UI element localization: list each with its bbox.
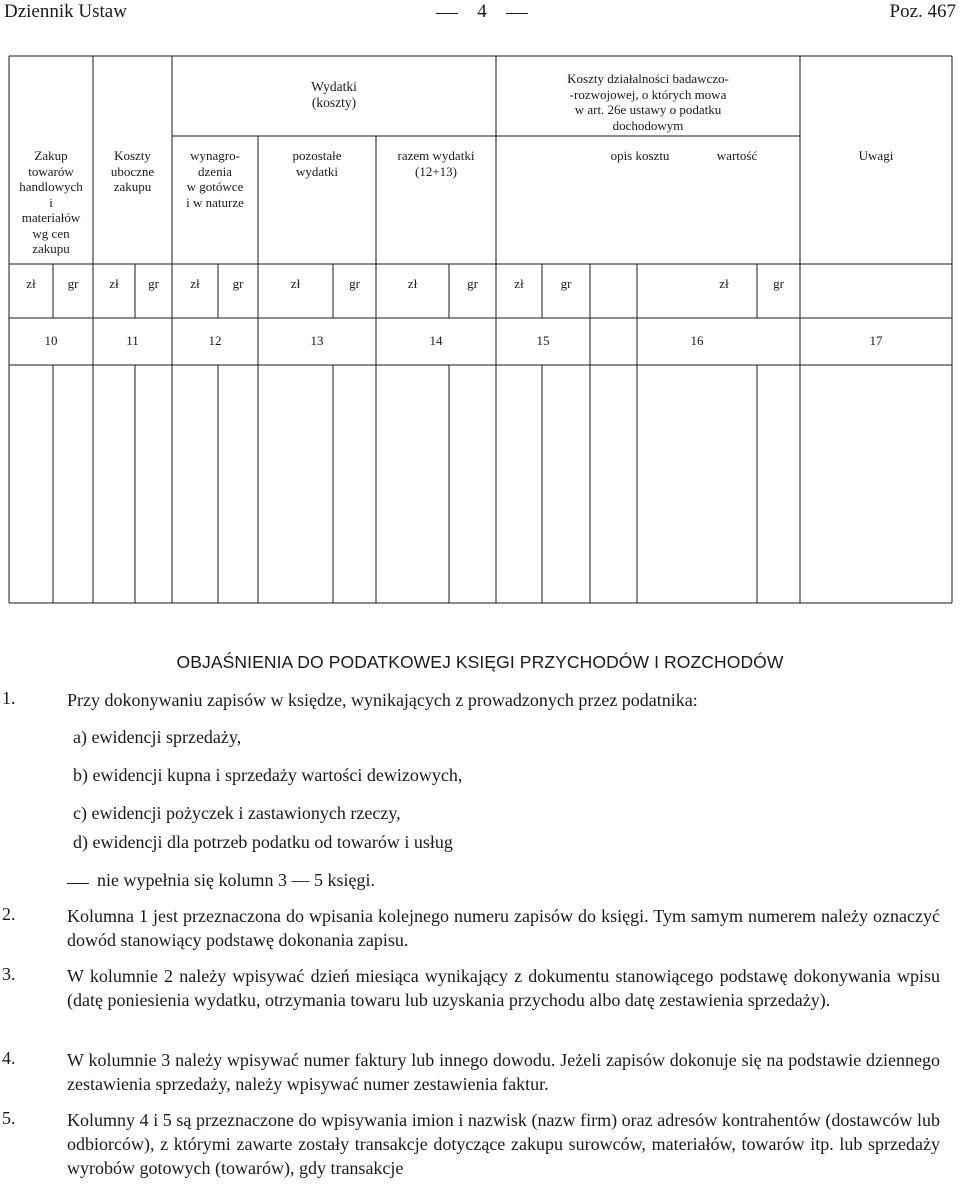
paragraph-text: Kolumna 1 jest przeznaczona do wpisania kolejnego numeru zapisów do księgi. Tym samym numerem należy oznaczyć dowód stanowiący podstawę dokonania zapisu. <box>67 906 940 950</box>
column-number: 12 <box>208 333 222 348</box>
unit-label-gr: gr <box>232 276 244 291</box>
unit-label-gr: gr <box>349 276 360 291</box>
paragraph-text: Kolumny 4 i 5 są przeznaczone do wpisywania imion i nazwisk (nazw firm) oraz adresów kontrahentów (dostawców lub odbiorców), z którymi zawarte zostały transakcje dotyczące zakupu surowców, materiałów, towarów itp. lub sprzedaży wyrobów gotowych (towarów), gdy transakcje <box>67 1110 940 1178</box>
list-item: b) ewidencji kupna i sprzedaży wartości dewizowych, <box>73 765 463 785</box>
paragraph-number: 3. <box>2 964 16 984</box>
list-item: c) ewidencji pożyczek i zastawionych rzeczy, <box>73 803 401 823</box>
column-header-remarks: Uwagi <box>858 148 894 163</box>
column-header-total-expenses: razem wydatki (12+13) <box>397 148 475 179</box>
unit-label-zl: zł <box>407 276 418 291</box>
column-number: 10 <box>44 333 58 348</box>
paragraph-text: W kolumnie 2 należy wpisywać dzień miesiąca wynikający z dokumentu stanowiącego podstawę dokonywania wpisu (datę poniesienia wydatku, otrzymania towaru lub uzyskania przychodu albo datę zestawienia sprzedaży). <box>67 966 940 1010</box>
paragraph-text: W kolumnie 3 należy wpisywać numer faktury lub innego dowodu. Jeżeli zapisów dokonuje się na podstawie dziennego zestawienia sprzedaży, należy wpisywać numer zestawienia faktur. <box>67 1050 940 1094</box>
column-number: 11 <box>126 333 139 348</box>
unit-label-zl: zł <box>719 276 729 291</box>
unit-label-zl: zł <box>109 276 119 291</box>
column-number: 15 <box>536 333 550 348</box>
unit-label-gr: gr <box>560 276 572 291</box>
unit-label-gr: gr <box>67 276 79 291</box>
column-header-cost-description: opis kosztu <box>610 148 670 163</box>
paragraph-tail: nie wypełnia się kolumn 3 — 5 księgi. <box>97 870 375 890</box>
unit-label-gr: gr <box>773 276 784 291</box>
paragraph-number: 2. <box>2 904 16 924</box>
column-number: 16 <box>690 333 704 348</box>
paragraph-text: Przy dokonywaniu zapisów w księdze, wynikających z prowadzonych przez podatnika: <box>67 690 698 710</box>
unit-label-gr: gr <box>148 276 159 291</box>
unit-label-zl: zł <box>26 276 36 291</box>
column-number: 13 <box>310 333 324 348</box>
unit-label-zl: zł <box>514 276 524 291</box>
column-header-value: wartość <box>716 148 758 163</box>
column-number: 14 <box>429 333 443 348</box>
paragraph-number: 4. <box>2 1048 16 1068</box>
unit-label-zl: zł <box>290 276 301 291</box>
column-header-purchase-goods: Zakup towarów handlowych i materiałów wg cen zakupu <box>19 148 83 256</box>
group-header-expenses: Wydatki (koszty) <box>311 79 357 110</box>
column-header-side-costs: Koszty uboczne zakupu <box>110 148 155 194</box>
column-number: 17 <box>869 333 883 348</box>
list-item: a) ewidencji sprzedaży, <box>73 727 242 747</box>
em-dash-mark <box>67 883 89 884</box>
unit-label-gr: gr <box>467 276 478 291</box>
list-item: d) ewidencji dla potrzeb podatku od towarów i usług <box>73 832 453 852</box>
explanations-title: OBJAŚNIENIA DO PODATKOWEJ KSIĘGI PRZYCHODÓW I ROZCHODÓW <box>176 652 784 672</box>
group-header-rd-costs: Koszty działalności badawczo- -rozwojowej, o których mowa w art. 26e ustawy o podatku dochodowym <box>567 71 729 133</box>
journal-title: Dziennik Ustaw <box>4 1 127 22</box>
paragraph-number: 5. <box>2 1108 16 1128</box>
column-header-other-expenses: pozostałe wydatki <box>292 148 342 179</box>
position-number: Poz. 467 <box>889 1 956 22</box>
paragraph-number: 1. <box>2 688 16 708</box>
page-number-text: 4 <box>477 1 487 22</box>
column-header-salaries: wynagro- dzenia w gotówce i w naturze <box>186 148 244 210</box>
unit-label-zl: zł <box>190 276 200 291</box>
